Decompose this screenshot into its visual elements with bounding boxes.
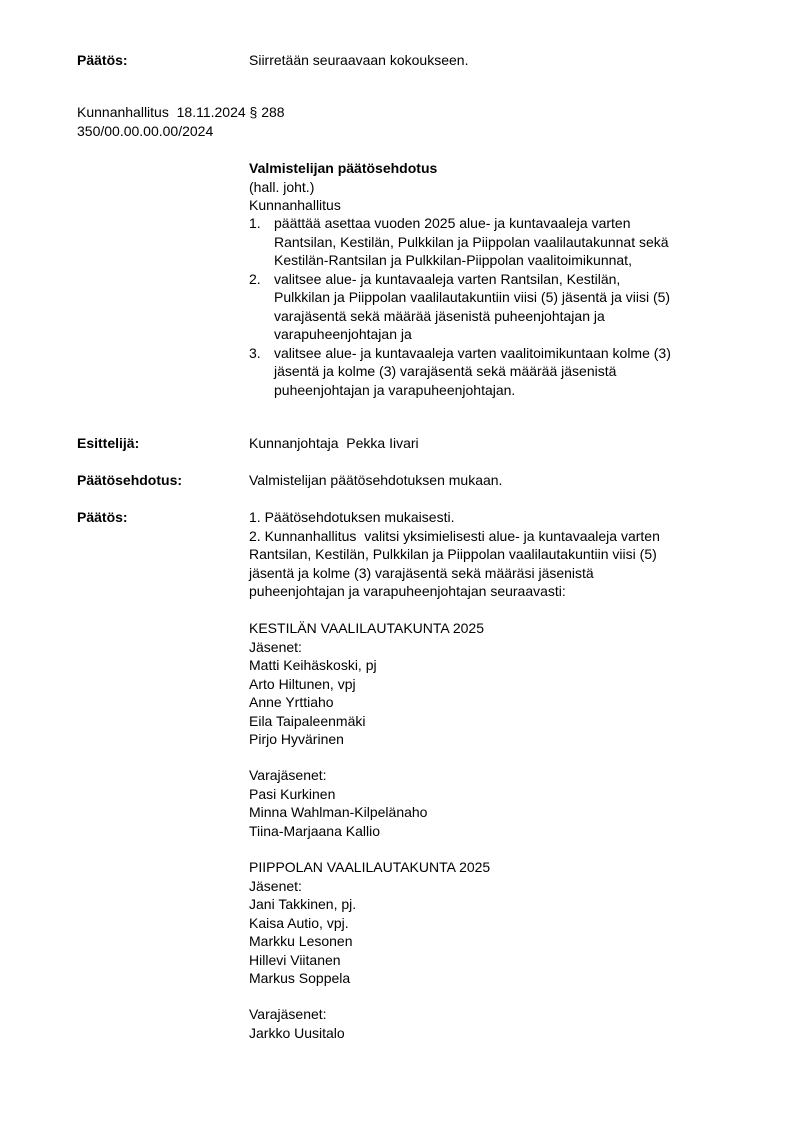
deputy-name: Tiina-Marjaana Kallio [249,822,380,839]
proposal-item-line: valitsee alue- ja kuntavaaleja varten Rantsilan, Kestilän, [274,270,621,287]
piippola-deputies [249,1005,345,1042]
deputies-label: Varajäsenet: [249,1006,327,1022]
meeting-line: Kunnanhallitus 18.11.2024 § 288 [77,104,285,120]
member-name: Anne Yrttiaho [249,694,334,710]
deputy-name: Jarkko Uusitalo [249,1024,345,1041]
decision-text [249,508,660,601]
decision-line: jäsentä ja kolme (3) varajäsentä sekä määräsi jäsenistä [249,564,594,581]
proposal-item-line: Rantsilan, Kestilän, Pulkkilan ja Piippolan vaalilautakunnat sekä [274,233,669,250]
member-name: Markku Lesonen [249,933,353,949]
proposal-item-number: 1. [249,215,261,231]
proposal-list [249,214,749,399]
top-decision-text: Siirretään seuraavaan kokoukseen. [249,52,469,68]
proposal-item-number: 2. [249,270,261,287]
top-decision-label: Päätös: [77,52,128,68]
proposal-preparer: (hall. joht.) [249,179,315,195]
proposal-item-line: Kestilän-Rantsilan ja Pulkkilan-Piippolan vaalitoimikunnat, [274,252,632,268]
member-name: Kaisa Autio, vpj. [249,914,349,931]
proposal-item-line: varajäsentä sekä määrää jäsenistä puheenjohtajan ja [274,307,605,324]
decision-proposal-label: Päätösehdotus: [77,472,183,488]
member-name: Matti Keihäskoski, pj [249,657,377,673]
decision-line: 2. Kunnanhallitus valitsi yksimielisesti alue- ja kuntavaaleja varten [249,527,660,544]
kestila-committee [249,619,484,749]
member-name: Markus Soppela [249,970,351,986]
committee-title: PIIPPOLAN VAALILAUTAKUNTA 2025 [249,859,491,875]
proposal-body: Kunnanhallitus [249,197,341,213]
deputy-name: Minna Wahlman-Kilpelänaho [249,804,428,820]
proposal-item [249,214,749,270]
decision-line: puheenjohtajan ja varapuheenjohtajan seuraavasti: [249,583,566,599]
piippola-committee [249,858,490,988]
decision-label: Päätös: [77,509,128,525]
members-label: Jäsenet: [249,638,302,655]
kestila-deputies [249,766,427,840]
proposal-item [249,270,749,344]
proposal-item-line: Pulkkilan ja Piippolan vaalilautakuntiin viisi (5) jäsentä ja viisi (5) [274,289,671,305]
member-name: Arto Hiltunen, vpj [249,675,356,692]
decision-line: Rantsilan, Kestilän, Pulkkilan ja Piippolan vaalilautakuntiin viisi (5) [249,546,657,562]
proposal-item-line: jäsentä ja kolme (3) varajäsentä sekä määrää jäsenistä [274,363,617,379]
proposal-heading: Valmistelijan päätösehdotus [249,160,438,176]
proposal-item-line: varapuheenjohtajan ja [274,326,412,342]
decision-proposal-text: Valmistelijan päätösehdotuksen mukaan. [249,472,503,488]
proposal-item [249,344,749,400]
deputy-name: Pasi Kurkinen [249,785,336,802]
proposal-item-line: valitsee alue- ja kuntavaaleja varten vaalitoimikuntaan kolme (3) [274,344,671,361]
committee-title: KESTILÄN VAALILAUTAKUNTA 2025 [249,620,484,636]
deputies-label: Varajäsenet: [249,767,327,783]
decision-line: 1. Päätösehdotuksen mukaisesti. [249,509,455,525]
presenter-label: Esittelijä: [77,435,140,451]
member-name: Pirjo Hyvärinen [249,731,344,747]
proposal-item-number: 3. [249,344,261,361]
proposal-item-line: päättää asettaa vuoden 2025 alue- ja kuntavaaleja varten [274,215,631,231]
members-label: Jäsenet: [249,877,302,894]
record-number: 350/00.00.00.00/2024 [77,123,214,139]
member-name: Eila Taipaleenmäki [249,712,366,729]
member-name: Hillevi Viitanen [249,951,341,968]
presenter-text: Kunnanjohtaja Pekka Iivari [249,435,419,451]
member-name: Jani Takkinen, pj. [249,896,357,912]
proposal-item-line: puheenjohtajan ja varapuheenjohtajan. [274,381,516,398]
